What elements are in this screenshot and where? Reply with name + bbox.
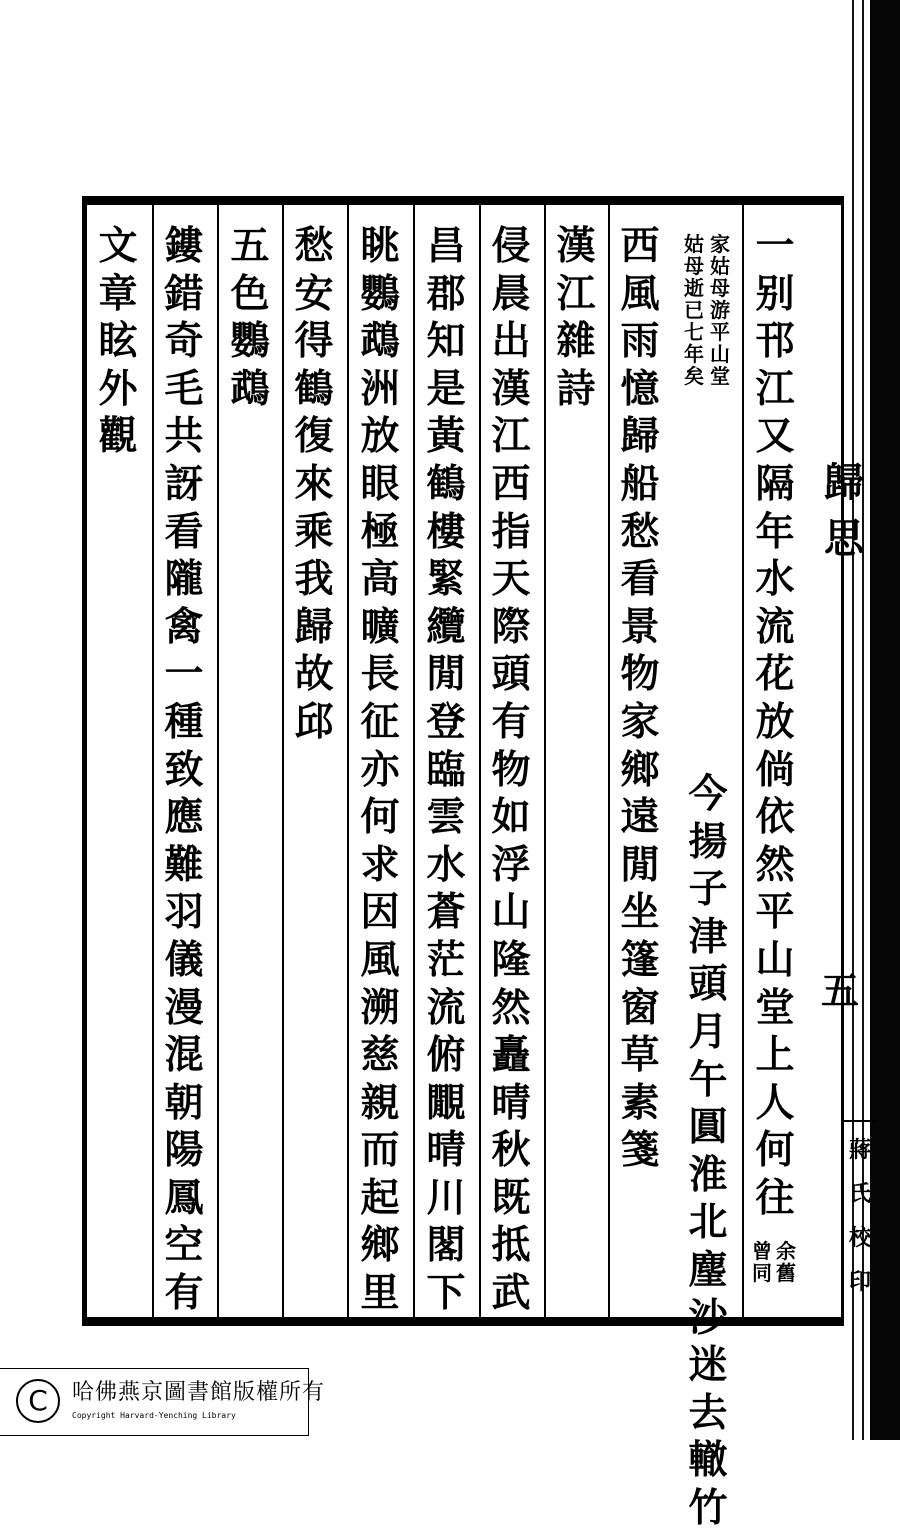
glyph: 川 xyxy=(426,1174,466,1221)
copyright-icon: C xyxy=(16,1379,60,1423)
glyph: 眺 xyxy=(360,223,400,269)
glyph: 平 xyxy=(755,889,795,936)
glyph: 安 xyxy=(294,270,334,317)
glyph: 雨 xyxy=(620,318,660,365)
glyph: 愁 xyxy=(294,223,334,269)
column-rule xyxy=(282,205,284,1317)
glyph: 而 xyxy=(360,1127,400,1174)
glyph: 雲 xyxy=(426,794,466,841)
glyph: 鸚 xyxy=(230,318,270,365)
glyph: 蒼 xyxy=(426,889,466,936)
glyph: 鳳 xyxy=(164,1174,204,1221)
glyph: 素 xyxy=(620,1079,660,1126)
glyph: 坐 xyxy=(620,889,660,936)
text-column xyxy=(421,205,471,1317)
glyph: 覵 xyxy=(426,1079,466,1126)
glyph: 極 xyxy=(360,508,400,555)
copyright-label xyxy=(0,1368,326,1436)
glyph: 看 xyxy=(620,556,660,603)
text-column xyxy=(355,205,405,1317)
glyph: 閣 xyxy=(426,1222,466,1269)
column-rule xyxy=(347,205,349,1317)
glyph: 箋 xyxy=(620,1127,660,1174)
glyph: 物 xyxy=(491,746,531,793)
glyph: 晴 xyxy=(426,1127,466,1174)
glyph: 花 xyxy=(755,651,795,698)
glyph: 揚 xyxy=(688,818,728,865)
inline-note-b: 曾 同 xyxy=(752,1239,772,1285)
glyph: 來 xyxy=(294,460,334,507)
text-column xyxy=(225,205,275,1317)
glyph: 淮 xyxy=(688,1151,728,1198)
glyph: 歸 xyxy=(620,413,660,460)
glyph: 隔 xyxy=(755,460,795,507)
glyph: 江 xyxy=(556,270,596,317)
glyph: 鸚 xyxy=(360,270,400,317)
glyph: 頭 xyxy=(491,651,531,698)
glyph: 上 xyxy=(755,1032,795,1079)
glyph: 江 xyxy=(755,365,795,412)
glyph: 詩 xyxy=(556,365,596,412)
glyph: 放 xyxy=(755,698,795,745)
glyph: 人 xyxy=(755,1079,795,1126)
glyph: 求 xyxy=(360,841,400,888)
glyph: 既 xyxy=(491,1174,531,1221)
glyph: 是 xyxy=(426,365,466,412)
glyph: 應 xyxy=(164,794,204,841)
glyph: 漢 xyxy=(556,223,596,269)
glyph: 麈 xyxy=(688,1246,728,1293)
glyph: 章 xyxy=(98,270,138,317)
inline-note-a: 余 舊 xyxy=(776,1239,796,1285)
glyph: 風 xyxy=(620,270,660,317)
glyph: 曠 xyxy=(360,603,400,650)
glyph: 混 xyxy=(164,1032,204,1079)
glyph: 登 xyxy=(426,698,466,745)
stamp-glyph: 印 xyxy=(848,1269,871,1295)
glyph: 朝 xyxy=(164,1079,204,1126)
glyph: 愁 xyxy=(620,508,660,555)
glyph: 竹 xyxy=(688,1484,728,1531)
glyph: 觀 xyxy=(98,413,138,460)
glyph: 茫 xyxy=(426,936,466,983)
glyph: 際 xyxy=(491,603,531,650)
glyph: 歸 xyxy=(294,603,334,650)
glyph: 沙 xyxy=(688,1294,728,1341)
glyph: 知 xyxy=(426,318,466,365)
glyph: 物 xyxy=(620,651,660,698)
glyph: 西 xyxy=(620,223,660,269)
glyph: 鶴 xyxy=(426,460,466,507)
glyph: 圓 xyxy=(688,1104,728,1151)
glyph: 放 xyxy=(360,413,400,460)
glyph: 山 xyxy=(491,889,531,936)
text-column xyxy=(486,205,536,1317)
glyph: 北 xyxy=(688,1199,728,1246)
text-column xyxy=(93,205,143,1317)
glyph: 矗 xyxy=(491,1032,531,1079)
glyph: 乘 xyxy=(294,508,334,555)
glyph: 閒 xyxy=(426,651,466,698)
glyph: 纜 xyxy=(426,603,466,650)
text-column xyxy=(551,205,601,1317)
glyph: 親 xyxy=(360,1079,400,1126)
glyph: 年 xyxy=(755,508,795,555)
glyph: 水 xyxy=(426,841,466,888)
stamp-glyph: 蔣 xyxy=(848,1137,871,1163)
text-column xyxy=(615,205,665,1317)
glyph: 山 xyxy=(755,936,795,983)
text-column xyxy=(159,205,209,1317)
glyph: 平 xyxy=(710,320,730,344)
glyph: 七 xyxy=(684,320,704,344)
glyph: 毛 xyxy=(164,365,204,412)
glyph: 姑 xyxy=(684,232,704,256)
glyph: 我 xyxy=(294,556,334,603)
glyph: 臨 xyxy=(426,746,466,793)
glyph: 征 xyxy=(360,698,400,745)
glyph: 江 xyxy=(491,413,531,460)
glyph: 陽 xyxy=(164,1127,204,1174)
glyph: 錯 xyxy=(164,270,204,317)
glyph: 年 xyxy=(684,342,704,366)
glyph: 家 xyxy=(620,698,660,745)
glyph: 長 xyxy=(360,651,400,698)
glyph: 共 xyxy=(164,413,204,460)
glyph: 五 xyxy=(230,223,270,269)
glyph: 鏤 xyxy=(164,223,204,269)
glyph: 游 xyxy=(710,298,730,322)
glyph: 禽 xyxy=(164,603,204,650)
glyph: 景 xyxy=(620,603,660,650)
column-rule xyxy=(479,205,481,1317)
glyph: 閒 xyxy=(620,841,660,888)
glyph: 漢 xyxy=(491,365,531,412)
glyph: 邗 xyxy=(755,318,795,365)
glyph: 昌 xyxy=(426,223,466,269)
glyph: 文 xyxy=(98,223,138,269)
glyph: 津 xyxy=(688,913,728,960)
glyph: 何 xyxy=(360,794,400,841)
glyph: 色 xyxy=(230,270,270,317)
glyph: 鄉 xyxy=(620,746,660,793)
edge-glyph: 歸 xyxy=(824,459,864,506)
glyph: 隆 xyxy=(491,936,531,983)
glyph: 遠 xyxy=(620,794,660,841)
glyph: 天 xyxy=(491,556,531,603)
glyph: 船 xyxy=(620,460,660,507)
glyph: 晨 xyxy=(491,270,531,317)
glyph: 儀 xyxy=(164,936,204,983)
glyph: 浮 xyxy=(491,841,531,888)
glyph: 鶴 xyxy=(294,365,334,412)
publisher-stamp xyxy=(842,1120,876,1325)
glyph: 西 xyxy=(491,460,531,507)
text-column xyxy=(683,205,733,1531)
glyph: 今 xyxy=(688,771,728,817)
glyph: 窗 xyxy=(620,984,660,1031)
glyph: 得 xyxy=(294,318,334,365)
glyph: 母 xyxy=(710,276,730,300)
glyph: 慈 xyxy=(360,1032,400,1079)
glyph: 又 xyxy=(755,413,795,460)
glyph: 倘 xyxy=(755,746,795,793)
glyph: 如 xyxy=(491,794,531,841)
glyph: 逝 xyxy=(684,276,704,300)
glyph: 流 xyxy=(755,603,795,650)
glyph: 故 xyxy=(294,651,334,698)
glyph: 鵡 xyxy=(360,318,400,365)
glyph: 月 xyxy=(688,1008,728,1055)
copyright-chinese: 哈佛燕京圖書館版權所有 xyxy=(72,1380,326,1405)
glyph: 山 xyxy=(710,342,730,366)
glyph: 有 xyxy=(164,1270,204,1317)
glyph: 流 xyxy=(426,984,466,1031)
stamp-glyph: 氏 xyxy=(848,1181,871,1207)
glyph: 復 xyxy=(294,413,334,460)
glyph: 隴 xyxy=(164,556,204,603)
glyph: 奇 xyxy=(164,318,204,365)
glyph: 洲 xyxy=(360,365,400,412)
glyph: 下 xyxy=(426,1270,466,1317)
glyph: 秋 xyxy=(491,1127,531,1174)
glyph: 邱 xyxy=(294,698,334,745)
glyph: 然 xyxy=(755,841,795,888)
glyph: 起 xyxy=(360,1174,400,1221)
glyph: 何 xyxy=(755,1127,795,1174)
glyph: 俯 xyxy=(426,1032,466,1079)
glyph: 樓 xyxy=(426,508,466,555)
glyph: 緊 xyxy=(426,556,466,603)
glyph: 堂 xyxy=(755,984,795,1031)
column-rule xyxy=(544,205,546,1317)
glyph: 抵 xyxy=(491,1222,531,1269)
glyph: 武 xyxy=(491,1270,531,1317)
glyph: 一 xyxy=(164,651,204,698)
copyright-english: Copyright Harvard-Yenching Library xyxy=(72,1411,236,1420)
column-rule xyxy=(152,205,154,1317)
glyph: 一 xyxy=(755,223,795,269)
glyph: 郡 xyxy=(426,270,466,317)
glyph: 種 xyxy=(164,698,204,745)
glyph: 雜 xyxy=(556,318,596,365)
glyph: 高 xyxy=(360,556,400,603)
glyph: 已 xyxy=(684,298,704,322)
glyph: 晴 xyxy=(491,1079,531,1126)
column-rule xyxy=(608,205,610,1317)
column-rule xyxy=(413,205,415,1317)
glyph: 家 xyxy=(710,232,730,256)
glyph: 草 xyxy=(620,1032,660,1079)
glyph: 母 xyxy=(684,254,704,278)
glyph: 因 xyxy=(360,889,400,936)
glyph: 堂 xyxy=(710,364,730,388)
column-rule xyxy=(742,205,744,1317)
edge-glyph: 思 xyxy=(824,515,864,562)
glyph: 頭 xyxy=(688,961,728,1008)
glyph: 溯 xyxy=(360,984,400,1031)
page-number: 五 xyxy=(820,968,859,1013)
glyph: 午 xyxy=(688,1056,728,1103)
glyph: 轍 xyxy=(688,1437,728,1484)
glyph: 里 xyxy=(360,1270,400,1317)
text-column xyxy=(289,205,339,1317)
column-rule xyxy=(217,205,219,1317)
glyph: 難 xyxy=(164,841,204,888)
text-column xyxy=(750,205,800,1245)
glyph: 依 xyxy=(755,794,795,841)
glyph: 風 xyxy=(360,936,400,983)
glyph: 子 xyxy=(688,866,728,913)
glyph: 外 xyxy=(98,365,138,412)
glyph: 眼 xyxy=(360,460,400,507)
glyph: 訝 xyxy=(164,460,204,507)
glyph: 去 xyxy=(688,1389,728,1436)
glyph: 鵡 xyxy=(230,365,270,412)
glyph: 致 xyxy=(164,746,204,793)
glyph: 黃 xyxy=(426,413,466,460)
glyph: 矣 xyxy=(684,364,704,388)
glyph: 水 xyxy=(755,556,795,603)
glyph: 有 xyxy=(491,698,531,745)
glyph: 侵 xyxy=(491,223,531,269)
glyph: 别 xyxy=(755,270,795,317)
glyph: 出 xyxy=(491,318,531,365)
glyph: 眩 xyxy=(98,318,138,365)
glyph: 羽 xyxy=(164,889,204,936)
stamp-glyph: 校 xyxy=(848,1225,871,1251)
glyph: 姑 xyxy=(710,254,730,278)
glyph: 指 xyxy=(491,508,531,555)
glyph: 看 xyxy=(164,508,204,555)
glyph: 憶 xyxy=(620,365,660,412)
glyph: 鄉 xyxy=(360,1222,400,1269)
glyph: 迷 xyxy=(688,1342,728,1389)
glyph: 往 xyxy=(755,1174,795,1221)
glyph: 空 xyxy=(164,1222,204,1269)
glyph: 亦 xyxy=(360,746,400,793)
glyph: 然 xyxy=(491,984,531,1031)
glyph: 篷 xyxy=(620,936,660,983)
glyph: 漫 xyxy=(164,984,204,1031)
